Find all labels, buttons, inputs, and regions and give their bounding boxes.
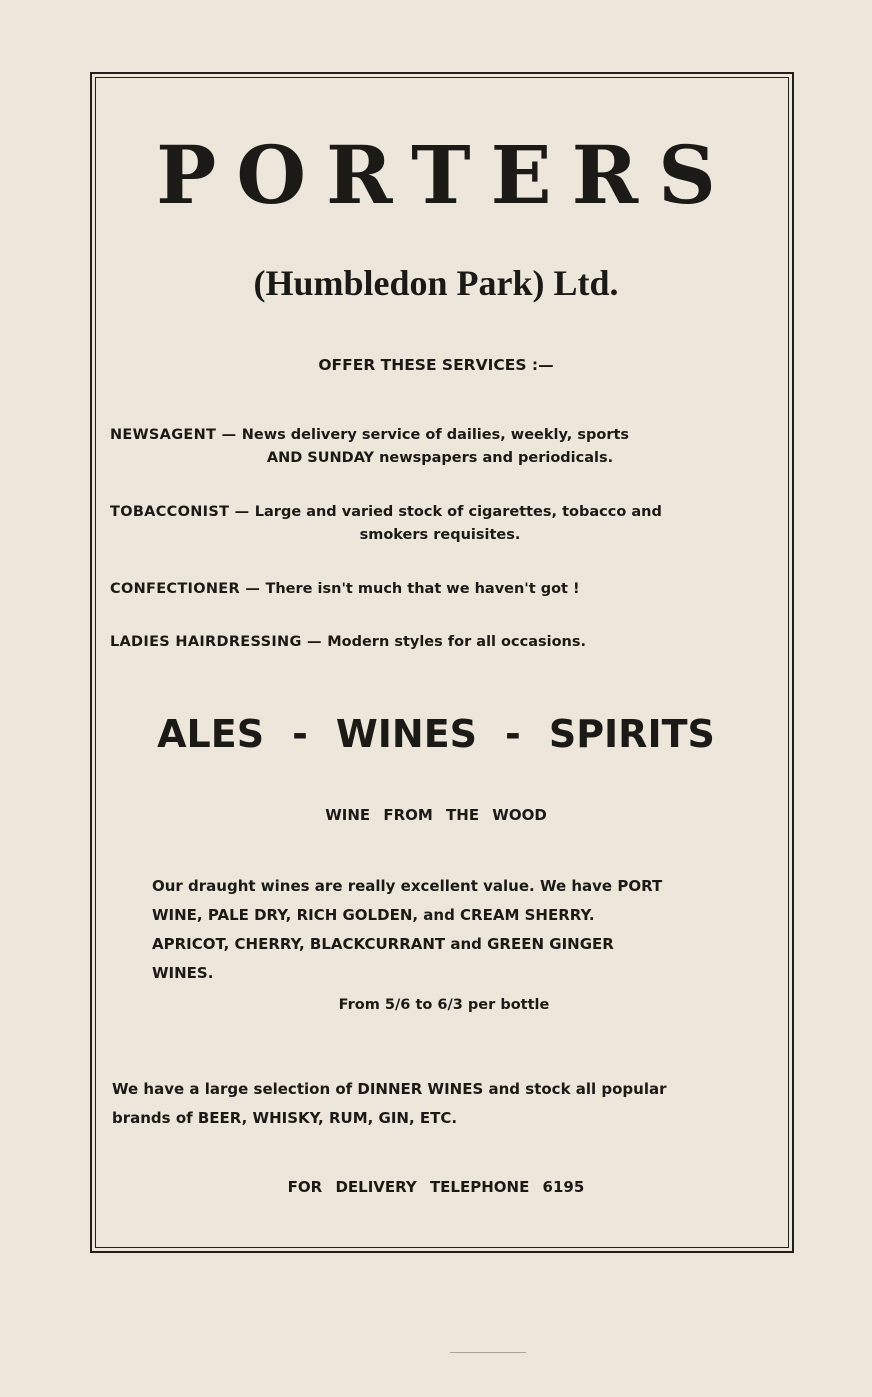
- wines-paragraph: [152, 872, 742, 988]
- service-name: NEWSAGENT —: [110, 427, 242, 443]
- advert-title: PORTERS: [156, 128, 736, 222]
- advert-subtitle: (Humbledon Park) Ltd.: [253, 263, 619, 303]
- price-line: From 5/6 to 6/3 per bottle: [338, 997, 550, 1013]
- ales-wines-spirits-heading: [0, 712, 872, 756]
- wines-line: WINE, PALE DRY, RICH GOLDEN, and CREAM SHERRY.: [152, 906, 595, 924]
- service-text-cont: AND SUNDAY newspapers and periodicals.: [266, 450, 614, 466]
- wine-from-wood-heading: WINE FROM THE WOOD: [325, 806, 547, 824]
- footer-rule: [450, 1352, 526, 1353]
- wines-line: Our draught wines are really excellent value. We have PORT: [152, 877, 663, 895]
- wines-line: APRICOT, CHERRY, BLACKCURRANT and GREEN GINGER: [152, 935, 614, 953]
- service-name: CONFECTIONER —: [110, 581, 266, 597]
- selection-line: brands of BEER, WHISKY, RUM, GIN, ETC.: [112, 1109, 458, 1127]
- service-hairdressing: [110, 631, 770, 654]
- dash: -: [505, 712, 521, 756]
- offer-heading: OFFER THESE SERVICES :—: [318, 356, 554, 374]
- service-name: LADIES HAIRDRESSING —: [110, 634, 328, 650]
- service-text: There isn't much that we haven't got !: [265, 581, 580, 597]
- service-text: News delivery service of dailies, weekly, sports: [241, 427, 630, 443]
- service-newsagent: [110, 424, 770, 470]
- selection-paragraph: [112, 1075, 782, 1133]
- service-text: Modern styles for all occasions.: [327, 634, 587, 650]
- wines-line: WINES.: [152, 964, 214, 982]
- dash: -: [292, 712, 308, 756]
- service-text-cont: smokers requisites.: [359, 527, 521, 543]
- selection-line: We have a large selection of DINNER WINES and stock all popular: [112, 1080, 667, 1098]
- wines-word: WINES: [335, 712, 478, 756]
- ales-word: ALES: [157, 712, 265, 756]
- service-confectioner: [110, 578, 770, 601]
- service-name: TOBACCONIST —: [110, 504, 255, 520]
- spirits-word: SPIRITS: [548, 712, 715, 756]
- service-tobacconist: [110, 501, 770, 547]
- service-text: Large and varied stock of cigarettes, tobacco and: [254, 504, 662, 520]
- delivery-telephone: FOR DELIVERY TELEPHONE 6195: [287, 1178, 585, 1196]
